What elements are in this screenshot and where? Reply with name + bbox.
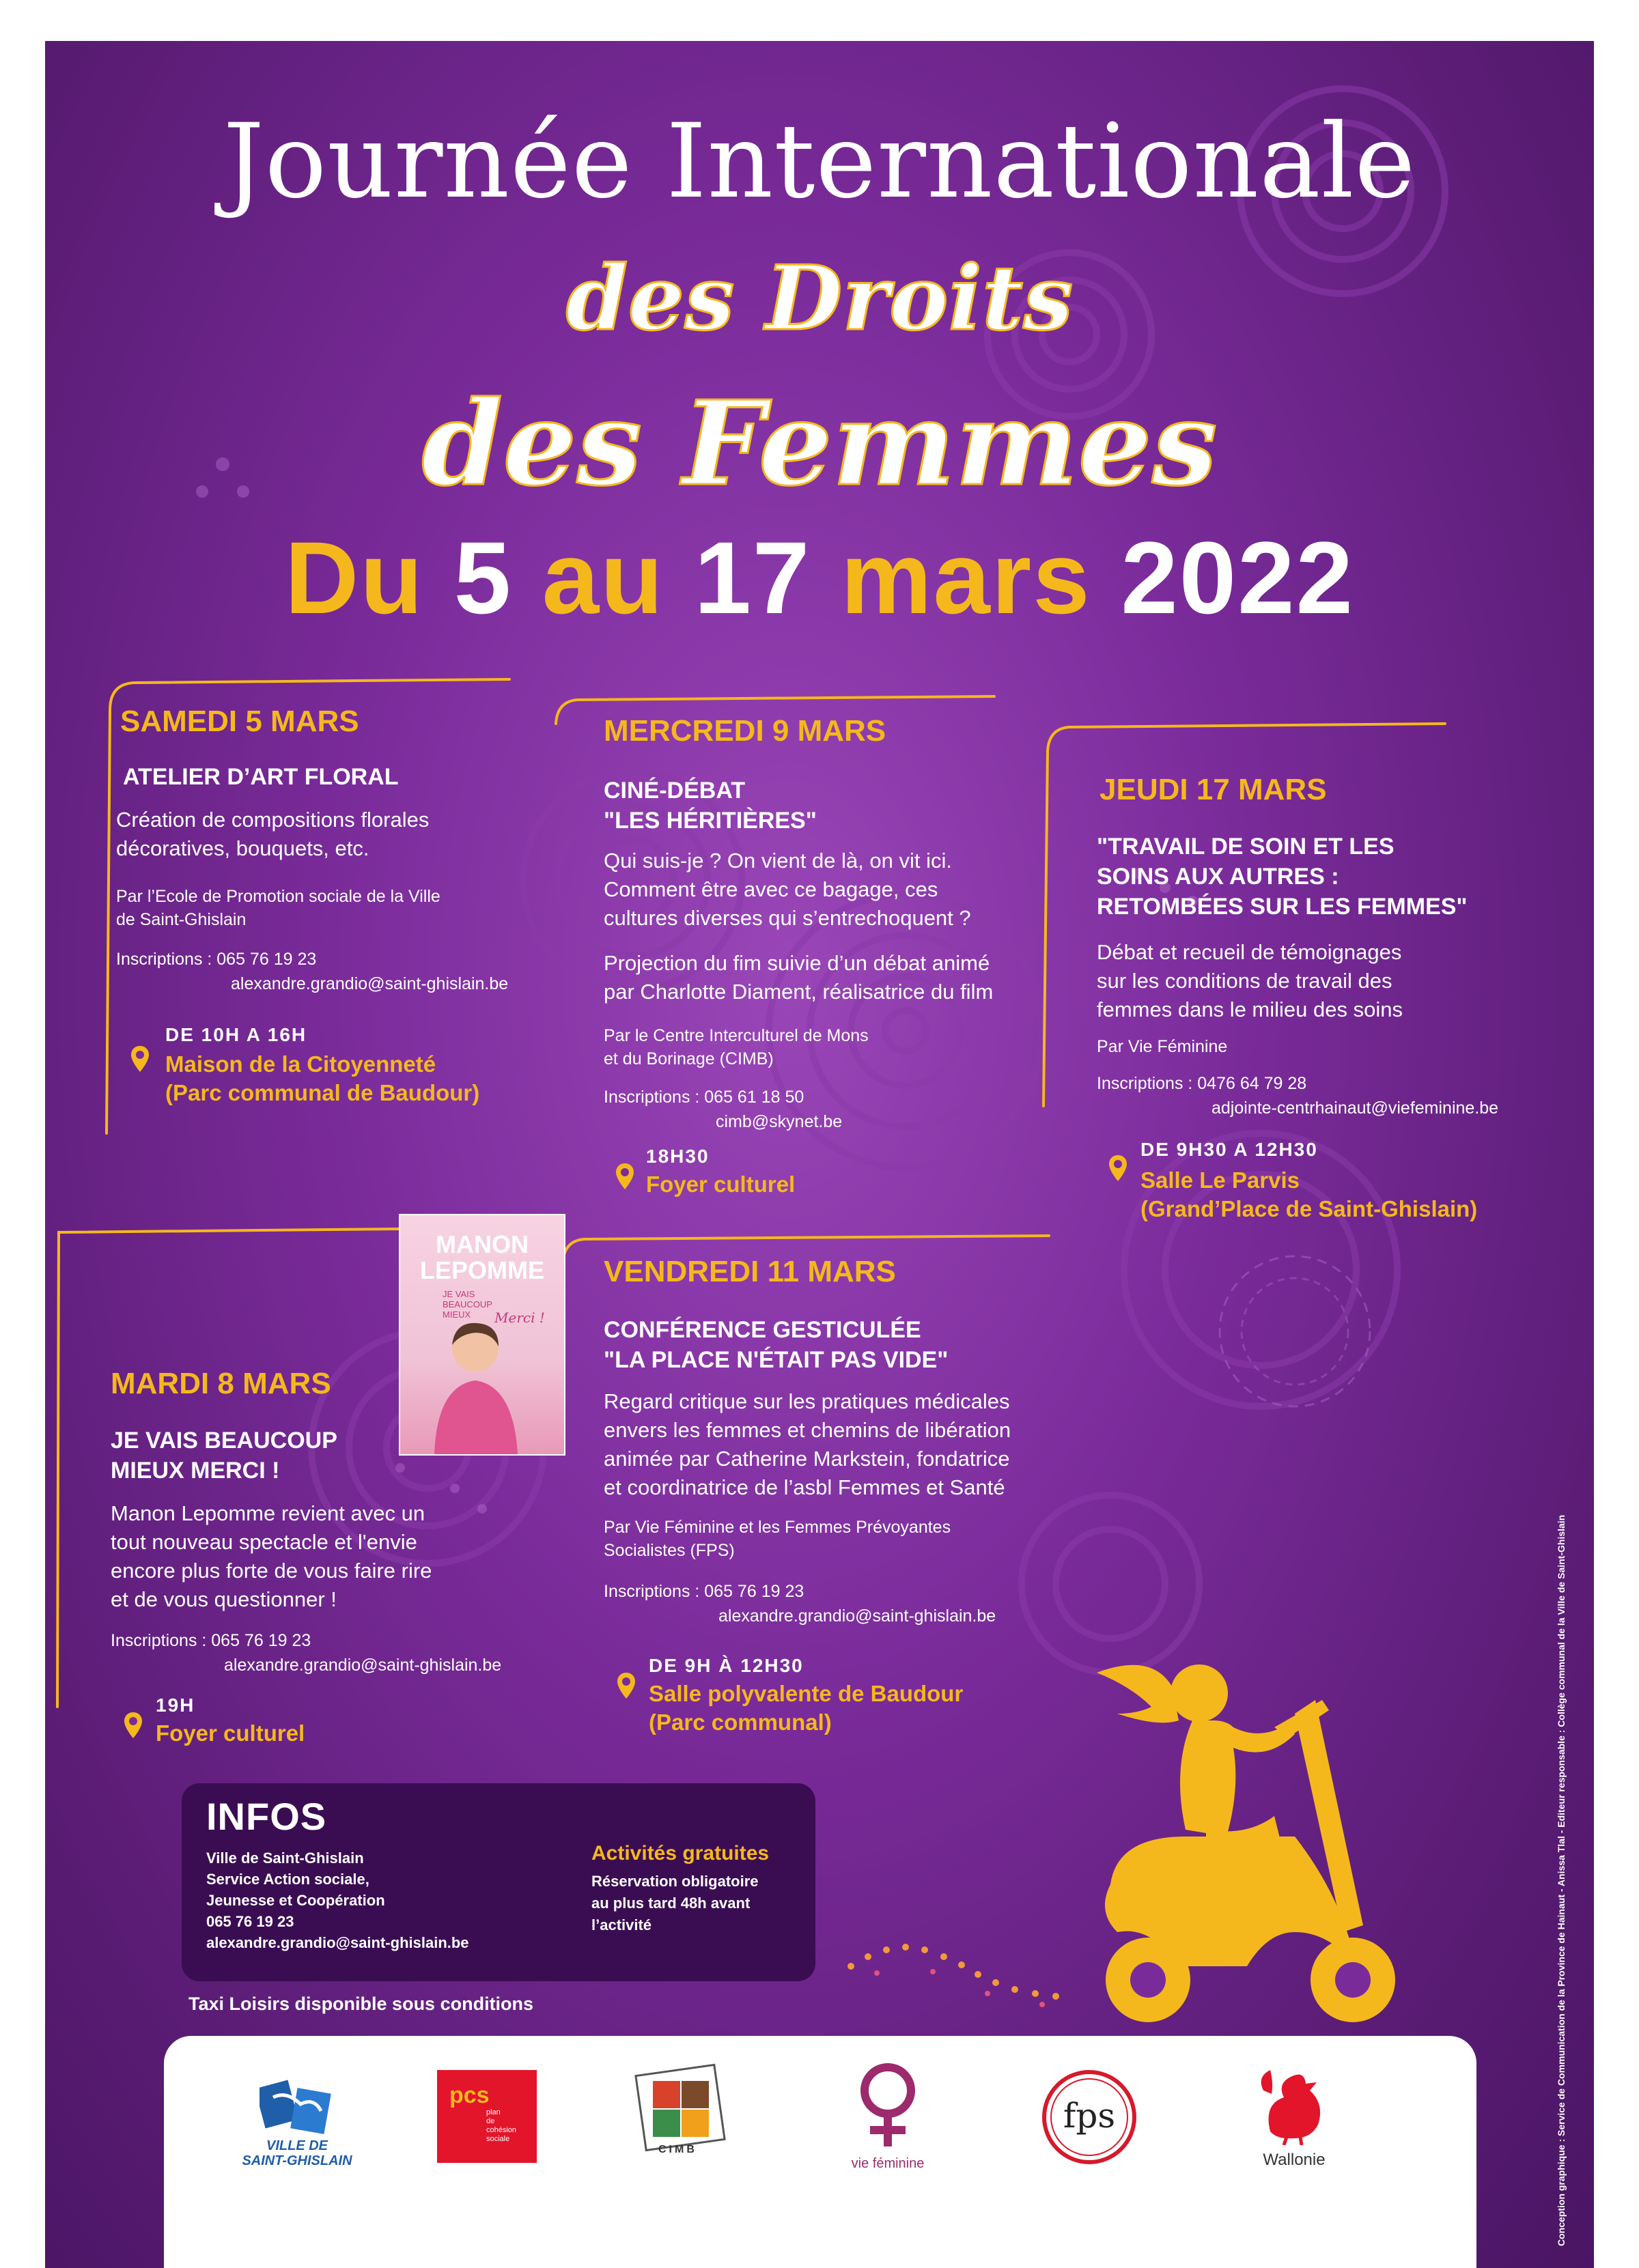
location-pin-icon xyxy=(616,1671,636,1700)
event-organizer: Par Vie Féminine xyxy=(1097,1037,1228,1056)
location-pin-icon xyxy=(123,1711,143,1740)
event-email[interactable]: adjointe-centrhainaut@viefeminine.be xyxy=(1211,1098,1499,1118)
date-start: 5 xyxy=(453,520,513,635)
event-day: JEUDI 17 MARS xyxy=(1099,773,1327,806)
event-title: CONFÉRENCE GESTICULÉE "LA PLACE N'ÉTAIT PAS VIDE" xyxy=(604,1317,949,1373)
title-line-2: des Droits xyxy=(565,246,1074,350)
event-place: Salle polyvalente de Baudour (Parc communal) xyxy=(649,1681,964,1735)
lion-icon xyxy=(260,2077,335,2138)
date-du: Du xyxy=(284,520,424,635)
event-time: DE 9H30 A 12H30 xyxy=(1140,1139,1318,1160)
partner-logos-bar xyxy=(164,2036,1476,2268)
event-day: MERCREDI 9 MARS xyxy=(604,714,886,748)
event-inscriptions: Inscriptions : 065 76 19 23 xyxy=(604,1582,804,1601)
event-inscriptions: Inscriptions : 0476 64 79 28 xyxy=(1097,1074,1307,1093)
event-title: CINÉ-DÉBAT "LES HÉRITIÈRES" xyxy=(604,778,817,834)
event-title: "TRAVAIL DE SOIN ET LES SOINS AUX AUTRES : RETOMBÉES SUR LES FEMMES" xyxy=(1097,834,1468,920)
female-symbol-icon xyxy=(854,2060,922,2149)
event-place: Salle Le Parvis (Grand’Place de Saint-Ghislain) xyxy=(1140,1167,1478,1221)
infos-panel xyxy=(182,1783,815,1981)
event-place: Maison de la Citoyenneté (Parc communal de Baudour) xyxy=(165,1051,480,1105)
event-description: Manon Lepomme revient avec un tout nouveau spectacle et l'envie encore plus forte de vous faire rire et de vous questionner ! xyxy=(111,1501,432,1611)
event-time: DE 9H À 12H30 xyxy=(649,1655,804,1676)
dotted-trail xyxy=(837,1884,1151,2021)
circular-text-ornament xyxy=(1192,1229,1397,1434)
free-activities-heading: Activités gratuites xyxy=(591,1842,770,1865)
rooster-icon xyxy=(1257,2063,1332,2145)
event-email[interactable]: cimb@skynet.be xyxy=(716,1112,843,1131)
event-time: 19H xyxy=(156,1695,195,1716)
event-email[interactable]: alexandre.grandio@saint-ghislain.be xyxy=(224,1656,502,1675)
date-au: au xyxy=(542,520,664,635)
event-inscriptions: Inscriptions : 065 76 19 23 xyxy=(111,1631,311,1650)
infos-heading: INFOS xyxy=(206,1795,327,1838)
event-description: Débat et recueil de témoignages sur les conditions de travail des femmes dans le milieu des soins xyxy=(1097,940,1403,1021)
event-inscriptions: Inscriptions : 065 61 18 50 xyxy=(604,1088,804,1107)
logo-fps[interactable]: fps xyxy=(1038,2066,1140,2168)
event-day: SAMEDI 5 MARS xyxy=(120,705,359,738)
date-end: 17 xyxy=(694,520,811,635)
poster-background xyxy=(45,41,1594,2268)
show-poster-image: MANON LEPOMME JE VAIS BEAUCOUP MIEUX Merci ! xyxy=(399,1214,565,1456)
logo-plan-cohesion-sociale[interactable]: pcs plan de cohésion sociale xyxy=(437,2070,537,2163)
infos-contact: Ville de Saint-Ghislain Service Action sociale, Jeunesse et Coopération 065 76 19 23 alexandre.grandio@saint-ghislain.be xyxy=(206,1849,469,1951)
date-year: 2022 xyxy=(1121,520,1355,635)
event-time: DE 10H A 16H xyxy=(165,1024,307,1045)
logo-cimb[interactable]: CIMB xyxy=(628,2063,731,2166)
event-organizer: Par l’Ecole de Promotion sociale de la Ville de Saint-Ghislain xyxy=(116,887,440,929)
logo-ville-saint-ghislain[interactable]: VILLE DE SAINT-GHISLAIN xyxy=(232,2077,362,2179)
taxi-note: Taxi Loisirs disponible sous conditions xyxy=(188,1994,534,2014)
logo-vie-feminine[interactable]: vie féminine xyxy=(833,2060,942,2183)
location-pin-icon xyxy=(1108,1154,1128,1182)
event-description: Qui suis-je ? On vient de là, on vit ici. Comment être avec ce bagage, ces cultures diverses qui s’entrechoquent ? xyxy=(604,849,971,930)
performer-photo xyxy=(428,1318,544,1454)
event-place: Foyer culturel xyxy=(646,1172,796,1197)
title-line-1: Journée Internationale xyxy=(223,102,1416,221)
event-day: VENDREDI 11 MARS xyxy=(604,1255,896,1288)
design-credit: Conception graphique : Service de Communication de la Province de Hainaut - Anissa Tlal - Editeur responsable : Collège communal de la Ville de Saint-Ghislain xyxy=(1556,1514,1567,2246)
logo-wallonie[interactable]: Wallonie xyxy=(1243,2063,1345,2179)
event-organizer: Par Vie Féminine et les Femmes Prévoyantes Socialistes (FPS) xyxy=(604,1518,951,1560)
event-title: ATELIER D’ART FLORAL xyxy=(123,764,399,790)
event-description-2: Projection du fim suivie d’un débat animé par Charlotte Diament, réalisatrice du film xyxy=(604,951,994,1004)
event-title: JE VAIS BEAUCOUP MIEUX MERCI ! xyxy=(111,1428,337,1484)
title-line-3: des Femmes xyxy=(421,375,1218,512)
event-inscriptions: Inscriptions : 065 76 19 23 xyxy=(116,950,317,969)
location-pin-icon xyxy=(130,1045,150,1073)
event-day: MARDI 8 MARS xyxy=(111,1367,331,1400)
date-month: mars xyxy=(841,520,1091,635)
event-email[interactable]: alexandre.grandio@saint-ghislain.be xyxy=(231,974,509,993)
event-description: Création de compositions florales décoratives, bouquets, etc. xyxy=(116,808,430,860)
event-organizer: Par le Centre Interculturel de Mons et du Borinage (CIMB) xyxy=(604,1026,869,1068)
event-email[interactable]: alexandre.grandio@saint-ghislain.be xyxy=(718,1606,996,1626)
event-place: Foyer culturel xyxy=(156,1720,305,1746)
free-activities-details: Réservation obligatoire au plus tard 48h avant l’activité xyxy=(591,1873,759,1933)
location-pin-icon xyxy=(615,1162,635,1191)
event-description: Regard critique sur les pratiques médicales envers les femmes et chemins de libération animée par Catherine Markstein, fondatrice et coordinatrice de l’asbl Femmes et Santé xyxy=(604,1389,1011,1499)
event-time: 18H30 xyxy=(646,1146,710,1167)
